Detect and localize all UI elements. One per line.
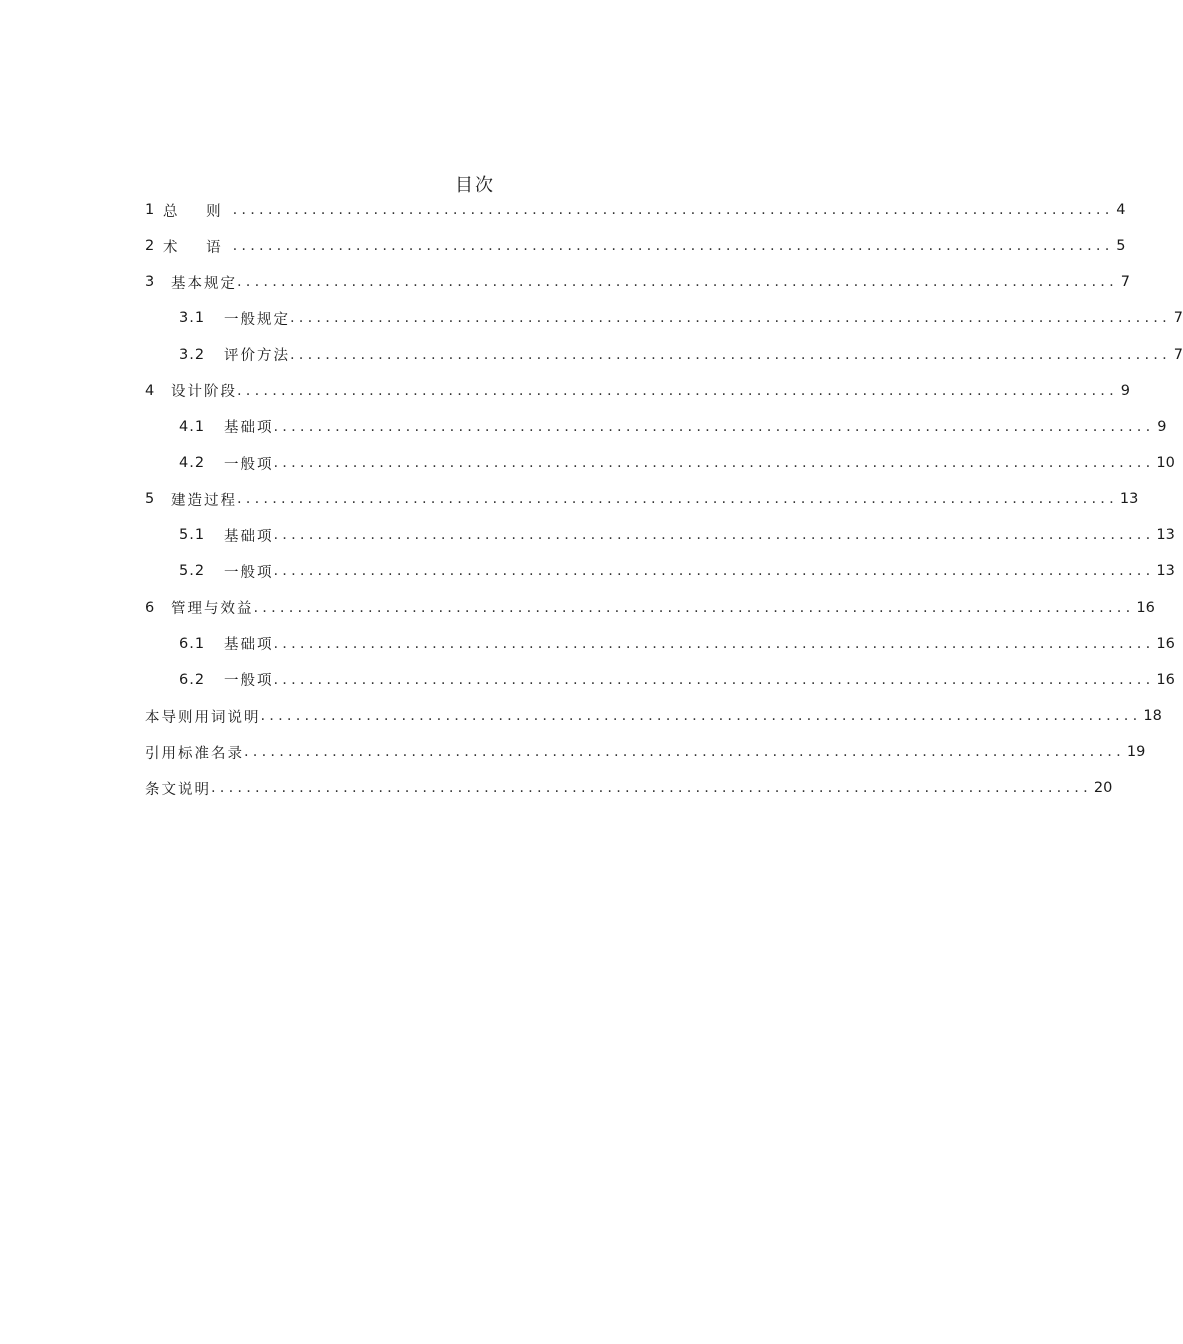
toc-entry-page: 7	[1120, 274, 1130, 291]
toc-entry-page: 7	[1173, 346, 1183, 363]
toc-entry-page: 9	[1120, 382, 1130, 399]
toc-entry-label: 基本规定	[171, 275, 237, 292]
dot-leader: ....................................................................................................	[211, 780, 1092, 797]
dot-leader: ....................................................................................................	[260, 708, 1142, 725]
toc-entry[interactable]	[145, 337, 1183, 373]
toc-entry-page: 9	[1157, 418, 1167, 435]
toc-entry-number: 3.1	[179, 310, 206, 327]
toc-list	[145, 192, 1183, 806]
toc-entry-number: 4.2	[179, 455, 206, 472]
toc-entry[interactable]	[145, 590, 1155, 626]
dot-leader: ....................................................................................................	[290, 346, 1171, 363]
dot-leader: ....................................................................................................	[237, 274, 1118, 291]
toc-entry-label: 评价方法	[224, 348, 290, 365]
toc-entry-number: 3.2	[179, 346, 206, 363]
toc-entry[interactable]	[145, 517, 1175, 553]
dot-leader: ....................................................................................................	[290, 310, 1171, 327]
dot-leader: ....................................................................................................	[232, 238, 1114, 255]
toc-entry-label: 一般规定	[224, 311, 290, 328]
toc-entry[interactable]	[145, 662, 1175, 698]
dot-leader: ....................................................................................................	[273, 527, 1155, 544]
toc-entry-label: 建造过程	[171, 492, 237, 509]
toc-entry[interactable]	[145, 300, 1183, 336]
toc-entry-page: 19	[1126, 744, 1146, 761]
toc-entry-label: 术 语	[163, 239, 233, 256]
toc-entry-label: 一般项	[224, 673, 274, 690]
toc-entry-number: 6.2	[179, 671, 206, 688]
dot-leader: ....................................................................................................	[253, 599, 1135, 616]
toc-entry[interactable]	[145, 553, 1175, 589]
dot-leader: ....................................................................................................	[273, 418, 1155, 435]
toc-entry-label: 设计阶段	[171, 384, 237, 401]
dot-leader: ....................................................................................................	[237, 382, 1118, 399]
toc-entry-page: 13	[1156, 527, 1175, 544]
toc-entry-label: 基础项	[224, 637, 274, 654]
toc-entry-label: 引用标准名录	[145, 745, 244, 762]
toc-entry-number: 5.2	[179, 563, 206, 580]
toc-entry-page: 7	[1173, 310, 1183, 327]
toc-entry-label: 一般项	[224, 564, 274, 581]
toc-entry-number: 5	[145, 491, 156, 508]
toc-entry-number: 6.1	[179, 635, 206, 652]
toc-entry-label: 总 则	[163, 203, 233, 220]
dot-leader: ....................................................................................................	[244, 744, 1125, 761]
toc-entry-page: 13	[1156, 563, 1175, 580]
toc-entry[interactable]	[145, 264, 1130, 300]
toc-entry-page: 13	[1119, 491, 1139, 508]
toc-entry[interactable]	[145, 228, 1126, 264]
toc-entry-number: 3	[145, 274, 156, 291]
toc-entry[interactable]	[145, 445, 1175, 481]
toc-entry-page: 16	[1156, 635, 1175, 652]
toc-entry-number: 6	[145, 599, 156, 616]
toc-entry-page: 10	[1156, 455, 1175, 472]
toc-entry-label: 本导则用词说明	[145, 709, 261, 726]
dot-leader: ....................................................................................................	[273, 563, 1155, 580]
toc-entry-number: 4	[145, 382, 156, 399]
toc-entry[interactable]	[145, 626, 1175, 662]
toc-entry-label: 基础项	[224, 528, 274, 545]
toc-entry-number: 1	[145, 202, 156, 219]
toc-entry[interactable]	[145, 192, 1126, 228]
toc-entry-label: 一般项	[224, 456, 274, 473]
toc-entry[interactable]	[145, 698, 1162, 734]
toc-entry-page: 18	[1143, 708, 1162, 725]
dot-leader: ....................................................................................................	[273, 455, 1155, 472]
dot-leader: ....................................................................................................	[232, 202, 1114, 219]
toc-entry[interactable]	[145, 734, 1146, 770]
dot-leader: ....................................................................................................	[273, 635, 1155, 652]
toc-entry-number: 2	[145, 238, 156, 255]
toc-entry-label: 基础项	[224, 420, 274, 437]
toc-entry[interactable]	[145, 770, 1113, 806]
toc-entry[interactable]	[145, 373, 1130, 409]
toc-entry-page: 16	[1136, 599, 1155, 616]
toc-entry[interactable]	[145, 481, 1139, 517]
toc-entry-label: 条文说明	[145, 781, 211, 798]
dot-leader: ....................................................................................................	[237, 491, 1118, 508]
toc-entry-number: 4.1	[179, 418, 206, 435]
toc-title: 目次	[455, 175, 495, 196]
toc-entry-page: 4	[1116, 202, 1126, 219]
dot-leader: ....................................................................................................	[273, 671, 1155, 688]
toc-entry-number: 5.1	[179, 527, 206, 544]
toc-entry[interactable]	[145, 409, 1167, 445]
toc-entry-page: 16	[1156, 671, 1175, 688]
toc-entry-page: 20	[1093, 780, 1113, 797]
toc-entry-page: 5	[1116, 238, 1126, 255]
toc-entry-label: 管理与效益	[171, 601, 254, 618]
